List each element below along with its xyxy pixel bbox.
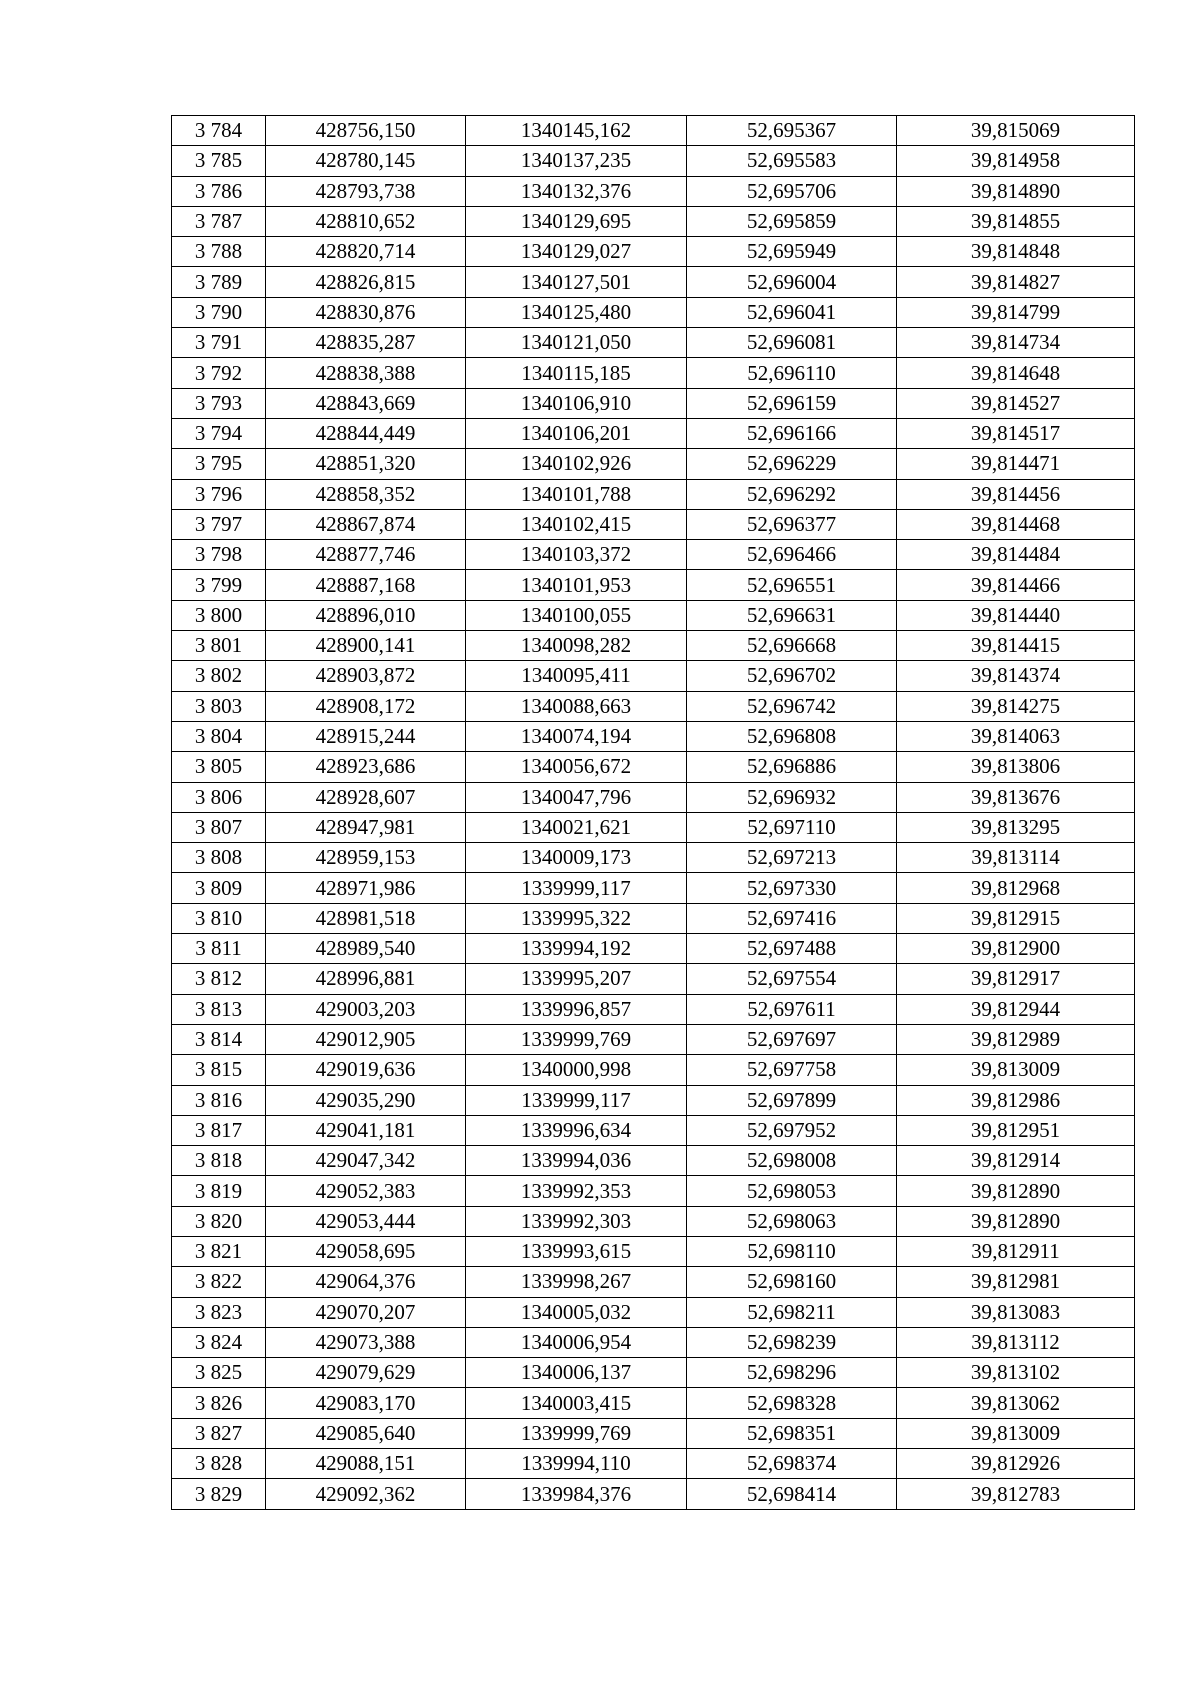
longitude-cell: 39,813009 <box>897 1055 1135 1085</box>
x-coordinate-cell: 428843,669 <box>266 388 466 418</box>
longitude-cell: 39,813295 <box>897 812 1135 842</box>
x-coordinate-cell: 428851,320 <box>266 449 466 479</box>
table-row <box>172 479 1135 509</box>
point-number-cell: 3 785 <box>172 146 266 176</box>
latitude-cell: 52,696551 <box>687 570 897 600</box>
y-coordinate-cell: 1339996,634 <box>466 1115 687 1145</box>
longitude-cell: 39,814890 <box>897 176 1135 206</box>
longitude-cell: 39,812951 <box>897 1115 1135 1145</box>
x-coordinate-cell: 428981,518 <box>266 903 466 933</box>
y-coordinate-cell: 1340106,910 <box>466 388 687 418</box>
point-number-cell: 3 815 <box>172 1055 266 1085</box>
latitude-cell: 52,695583 <box>687 146 897 176</box>
table-row <box>172 1267 1135 1297</box>
longitude-cell: 39,814471 <box>897 449 1135 479</box>
x-coordinate-cell: 428915,244 <box>266 721 466 751</box>
latitude-cell: 52,696159 <box>687 388 897 418</box>
latitude-cell: 52,696702 <box>687 661 897 691</box>
y-coordinate-cell: 1340121,050 <box>466 328 687 358</box>
longitude-cell: 39,814855 <box>897 206 1135 236</box>
latitude-cell: 52,695859 <box>687 206 897 236</box>
point-number-cell: 3 827 <box>172 1418 266 1448</box>
latitude-cell: 52,696041 <box>687 297 897 327</box>
point-number-cell: 3 791 <box>172 328 266 358</box>
y-coordinate-cell: 1339995,207 <box>466 964 687 994</box>
x-coordinate-cell: 428793,738 <box>266 176 466 206</box>
point-number-cell: 3 813 <box>172 994 266 1024</box>
table-row <box>172 1176 1135 1206</box>
longitude-cell: 39,812783 <box>897 1479 1135 1509</box>
x-coordinate-cell: 428903,872 <box>266 661 466 691</box>
table-row <box>172 206 1135 236</box>
table-row <box>172 418 1135 448</box>
point-number-cell: 3 816 <box>172 1085 266 1115</box>
longitude-cell: 39,812981 <box>897 1267 1135 1297</box>
table-row <box>172 1146 1135 1176</box>
longitude-cell: 39,812890 <box>897 1206 1135 1236</box>
point-number-cell: 3 823 <box>172 1297 266 1327</box>
longitude-cell: 39,813083 <box>897 1297 1135 1327</box>
longitude-cell: 39,812914 <box>897 1146 1135 1176</box>
point-number-cell: 3 825 <box>172 1358 266 1388</box>
x-coordinate-cell: 428896,010 <box>266 600 466 630</box>
y-coordinate-cell: 1340103,372 <box>466 540 687 570</box>
longitude-cell: 39,814848 <box>897 237 1135 267</box>
longitude-cell: 39,813112 <box>897 1327 1135 1357</box>
latitude-cell: 52,698211 <box>687 1297 897 1327</box>
table-row <box>172 873 1135 903</box>
table-row <box>172 449 1135 479</box>
x-coordinate-cell: 428858,352 <box>266 479 466 509</box>
table-row <box>172 1449 1135 1479</box>
point-number-cell: 3 795 <box>172 449 266 479</box>
y-coordinate-cell: 1340006,137 <box>466 1358 687 1388</box>
x-coordinate-cell: 429019,636 <box>266 1055 466 1085</box>
longitude-cell: 39,814415 <box>897 631 1135 661</box>
point-number-cell: 3 798 <box>172 540 266 570</box>
table-row <box>172 1055 1135 1085</box>
x-coordinate-cell: 428989,540 <box>266 934 466 964</box>
latitude-cell: 52,696742 <box>687 691 897 721</box>
point-number-cell: 3 819 <box>172 1176 266 1206</box>
latitude-cell: 52,698008 <box>687 1146 897 1176</box>
point-number-cell: 3 820 <box>172 1206 266 1236</box>
table-row <box>172 297 1135 327</box>
latitude-cell: 52,696229 <box>687 449 897 479</box>
y-coordinate-cell: 1339999,117 <box>466 1085 687 1115</box>
longitude-cell: 39,813062 <box>897 1388 1135 1418</box>
x-coordinate-cell: 429012,905 <box>266 1024 466 1054</box>
longitude-cell: 39,814466 <box>897 570 1135 600</box>
table-row <box>172 116 1135 146</box>
longitude-cell: 39,812986 <box>897 1085 1135 1115</box>
point-number-cell: 3 808 <box>172 843 266 873</box>
latitude-cell: 52,696377 <box>687 509 897 539</box>
longitude-cell: 39,813806 <box>897 752 1135 782</box>
y-coordinate-cell: 1340047,796 <box>466 782 687 812</box>
latitude-cell: 52,698296 <box>687 1358 897 1388</box>
latitude-cell: 52,698053 <box>687 1176 897 1206</box>
latitude-cell: 52,697554 <box>687 964 897 994</box>
y-coordinate-cell: 1339999,117 <box>466 873 687 903</box>
table-row <box>172 509 1135 539</box>
x-coordinate-cell: 428867,874 <box>266 509 466 539</box>
x-coordinate-cell: 429073,388 <box>266 1327 466 1357</box>
x-coordinate-cell: 428844,449 <box>266 418 466 448</box>
longitude-cell: 39,814527 <box>897 388 1135 418</box>
x-coordinate-cell: 429052,383 <box>266 1176 466 1206</box>
y-coordinate-cell: 1340095,411 <box>466 661 687 691</box>
longitude-cell: 39,814799 <box>897 297 1135 327</box>
point-number-cell: 3 822 <box>172 1267 266 1297</box>
latitude-cell: 52,698160 <box>687 1267 897 1297</box>
x-coordinate-cell: 429035,290 <box>266 1085 466 1115</box>
table-row <box>172 1024 1135 1054</box>
coordinates-table <box>171 115 1135 1510</box>
point-number-cell: 3 789 <box>172 267 266 297</box>
point-number-cell: 3 821 <box>172 1236 266 1266</box>
latitude-cell: 52,697611 <box>687 994 897 1024</box>
y-coordinate-cell: 1340129,695 <box>466 206 687 236</box>
point-number-cell: 3 784 <box>172 116 266 146</box>
longitude-cell: 39,814468 <box>897 509 1135 539</box>
longitude-cell: 39,812915 <box>897 903 1135 933</box>
point-number-cell: 3 794 <box>172 418 266 448</box>
x-coordinate-cell: 429092,362 <box>266 1479 466 1509</box>
x-coordinate-cell: 428826,815 <box>266 267 466 297</box>
point-number-cell: 3 792 <box>172 358 266 388</box>
x-coordinate-cell: 428810,652 <box>266 206 466 236</box>
latitude-cell: 52,696466 <box>687 540 897 570</box>
longitude-cell: 39,814440 <box>897 600 1135 630</box>
y-coordinate-cell: 1340125,480 <box>466 297 687 327</box>
table-row <box>172 691 1135 721</box>
point-number-cell: 3 807 <box>172 812 266 842</box>
x-coordinate-cell: 428971,986 <box>266 873 466 903</box>
y-coordinate-cell: 1340088,663 <box>466 691 687 721</box>
table-row <box>172 752 1135 782</box>
y-coordinate-cell: 1340006,954 <box>466 1327 687 1357</box>
longitude-cell: 39,815069 <box>897 116 1135 146</box>
table-row <box>172 388 1135 418</box>
y-coordinate-cell: 1340127,501 <box>466 267 687 297</box>
latitude-cell: 52,697697 <box>687 1024 897 1054</box>
coordinates-table-body <box>172 116 1135 1510</box>
longitude-cell: 39,814827 <box>897 267 1135 297</box>
point-number-cell: 3 799 <box>172 570 266 600</box>
x-coordinate-cell: 428780,145 <box>266 146 466 176</box>
point-number-cell: 3 797 <box>172 509 266 539</box>
longitude-cell: 39,812968 <box>897 873 1135 903</box>
point-number-cell: 3 829 <box>172 1479 266 1509</box>
longitude-cell: 39,812944 <box>897 994 1135 1024</box>
longitude-cell: 39,813102 <box>897 1358 1135 1388</box>
y-coordinate-cell: 1340074,194 <box>466 721 687 751</box>
y-coordinate-cell: 1340098,282 <box>466 631 687 661</box>
point-number-cell: 3 790 <box>172 297 266 327</box>
table-row <box>172 1418 1135 1448</box>
longitude-cell: 39,813009 <box>897 1418 1135 1448</box>
table-row <box>172 358 1135 388</box>
latitude-cell: 52,698414 <box>687 1479 897 1509</box>
longitude-cell: 39,814958 <box>897 146 1135 176</box>
table-row <box>172 903 1135 933</box>
latitude-cell: 52,696668 <box>687 631 897 661</box>
latitude-cell: 52,696004 <box>687 267 897 297</box>
table-row <box>172 267 1135 297</box>
table-row <box>172 1115 1135 1145</box>
point-number-cell: 3 812 <box>172 964 266 994</box>
point-number-cell: 3 817 <box>172 1115 266 1145</box>
y-coordinate-cell: 1340021,621 <box>466 812 687 842</box>
table-row <box>172 1085 1135 1115</box>
x-coordinate-cell: 428959,153 <box>266 843 466 873</box>
latitude-cell: 52,697110 <box>687 812 897 842</box>
latitude-cell: 52,697488 <box>687 934 897 964</box>
latitude-cell: 52,698239 <box>687 1327 897 1357</box>
longitude-cell: 39,812911 <box>897 1236 1135 1266</box>
table-row <box>172 237 1135 267</box>
table-row <box>172 843 1135 873</box>
y-coordinate-cell: 1340005,032 <box>466 1297 687 1327</box>
longitude-cell: 39,814374 <box>897 661 1135 691</box>
table-row <box>172 812 1135 842</box>
x-coordinate-cell: 428908,172 <box>266 691 466 721</box>
latitude-cell: 52,697213 <box>687 843 897 873</box>
y-coordinate-cell: 1340009,173 <box>466 843 687 873</box>
point-number-cell: 3 802 <box>172 661 266 691</box>
x-coordinate-cell: 428996,881 <box>266 964 466 994</box>
x-coordinate-cell: 428900,141 <box>266 631 466 661</box>
longitude-cell: 39,814484 <box>897 540 1135 570</box>
x-coordinate-cell: 429047,342 <box>266 1146 466 1176</box>
latitude-cell: 52,695367 <box>687 116 897 146</box>
x-coordinate-cell: 429079,629 <box>266 1358 466 1388</box>
table-row <box>172 176 1135 206</box>
point-number-cell: 3 787 <box>172 206 266 236</box>
y-coordinate-cell: 1340102,926 <box>466 449 687 479</box>
longitude-cell: 39,814456 <box>897 479 1135 509</box>
point-number-cell: 3 788 <box>172 237 266 267</box>
latitude-cell: 52,697952 <box>687 1115 897 1145</box>
x-coordinate-cell: 429053,444 <box>266 1206 466 1236</box>
point-number-cell: 3 826 <box>172 1388 266 1418</box>
y-coordinate-cell: 1340101,953 <box>466 570 687 600</box>
point-number-cell: 3 804 <box>172 721 266 751</box>
y-coordinate-cell: 1340102,415 <box>466 509 687 539</box>
x-coordinate-cell: 429083,170 <box>266 1388 466 1418</box>
longitude-cell: 39,814063 <box>897 721 1135 751</box>
longitude-cell: 39,812989 <box>897 1024 1135 1054</box>
table-row <box>172 1327 1135 1357</box>
y-coordinate-cell: 1339996,857 <box>466 994 687 1024</box>
point-number-cell: 3 828 <box>172 1449 266 1479</box>
x-coordinate-cell: 429085,640 <box>266 1418 466 1448</box>
point-number-cell: 3 810 <box>172 903 266 933</box>
latitude-cell: 52,696081 <box>687 328 897 358</box>
longitude-cell: 39,812917 <box>897 964 1135 994</box>
point-number-cell: 3 805 <box>172 752 266 782</box>
y-coordinate-cell: 1340100,055 <box>466 600 687 630</box>
y-coordinate-cell: 1340106,201 <box>466 418 687 448</box>
y-coordinate-cell: 1339992,303 <box>466 1206 687 1236</box>
longitude-cell: 39,814734 <box>897 328 1135 358</box>
y-coordinate-cell: 1340115,185 <box>466 358 687 388</box>
latitude-cell: 52,695949 <box>687 237 897 267</box>
longitude-cell: 39,813114 <box>897 843 1135 873</box>
longitude-cell: 39,813676 <box>897 782 1135 812</box>
y-coordinate-cell: 1339998,267 <box>466 1267 687 1297</box>
x-coordinate-cell: 429041,181 <box>266 1115 466 1145</box>
table-row <box>172 661 1135 691</box>
latitude-cell: 52,696166 <box>687 418 897 448</box>
x-coordinate-cell: 429003,203 <box>266 994 466 1024</box>
y-coordinate-cell: 1339992,353 <box>466 1176 687 1206</box>
x-coordinate-cell: 428947,981 <box>266 812 466 842</box>
table-row <box>172 328 1135 358</box>
point-number-cell: 3 824 <box>172 1327 266 1357</box>
y-coordinate-cell: 1339984,376 <box>466 1479 687 1509</box>
table-row <box>172 1206 1135 1236</box>
point-number-cell: 3 786 <box>172 176 266 206</box>
latitude-cell: 52,696110 <box>687 358 897 388</box>
point-number-cell: 3 811 <box>172 934 266 964</box>
point-number-cell: 3 801 <box>172 631 266 661</box>
table-row <box>172 570 1135 600</box>
x-coordinate-cell: 428887,168 <box>266 570 466 600</box>
y-coordinate-cell: 1340145,162 <box>466 116 687 146</box>
y-coordinate-cell: 1340132,376 <box>466 176 687 206</box>
y-coordinate-cell: 1340129,027 <box>466 237 687 267</box>
table-row <box>172 540 1135 570</box>
table-row <box>172 721 1135 751</box>
latitude-cell: 52,697899 <box>687 1085 897 1115</box>
x-coordinate-cell: 428756,150 <box>266 116 466 146</box>
y-coordinate-cell: 1339999,769 <box>466 1024 687 1054</box>
y-coordinate-cell: 1340056,672 <box>466 752 687 782</box>
y-coordinate-cell: 1339993,615 <box>466 1236 687 1266</box>
latitude-cell: 52,695706 <box>687 176 897 206</box>
point-number-cell: 3 803 <box>172 691 266 721</box>
table-row <box>172 1358 1135 1388</box>
table-row <box>172 146 1135 176</box>
latitude-cell: 52,698063 <box>687 1206 897 1236</box>
longitude-cell: 39,812890 <box>897 1176 1135 1206</box>
x-coordinate-cell: 428928,607 <box>266 782 466 812</box>
latitude-cell: 52,696292 <box>687 479 897 509</box>
table-row <box>172 782 1135 812</box>
y-coordinate-cell: 1339994,192 <box>466 934 687 964</box>
x-coordinate-cell: 428835,287 <box>266 328 466 358</box>
x-coordinate-cell: 429058,695 <box>266 1236 466 1266</box>
point-number-cell: 3 793 <box>172 388 266 418</box>
x-coordinate-cell: 428820,714 <box>266 237 466 267</box>
latitude-cell: 52,698351 <box>687 1418 897 1448</box>
longitude-cell: 39,812926 <box>897 1449 1135 1479</box>
x-coordinate-cell: 429070,207 <box>266 1297 466 1327</box>
longitude-cell: 39,812900 <box>897 934 1135 964</box>
x-coordinate-cell: 428830,876 <box>266 297 466 327</box>
latitude-cell: 52,698374 <box>687 1449 897 1479</box>
table-row <box>172 600 1135 630</box>
latitude-cell: 52,697416 <box>687 903 897 933</box>
longitude-cell: 39,814275 <box>897 691 1135 721</box>
x-coordinate-cell: 429088,151 <box>266 1449 466 1479</box>
longitude-cell: 39,814517 <box>897 418 1135 448</box>
y-coordinate-cell: 1340003,415 <box>466 1388 687 1418</box>
table-row <box>172 934 1135 964</box>
y-coordinate-cell: 1340137,235 <box>466 146 687 176</box>
point-number-cell: 3 814 <box>172 1024 266 1054</box>
point-number-cell: 3 796 <box>172 479 266 509</box>
latitude-cell: 52,698328 <box>687 1388 897 1418</box>
latitude-cell: 52,696932 <box>687 782 897 812</box>
y-coordinate-cell: 1339994,036 <box>466 1146 687 1176</box>
table-row <box>172 1388 1135 1418</box>
latitude-cell: 52,697330 <box>687 873 897 903</box>
y-coordinate-cell: 1340000,998 <box>466 1055 687 1085</box>
latitude-cell: 52,696886 <box>687 752 897 782</box>
y-coordinate-cell: 1339999,769 <box>466 1418 687 1448</box>
x-coordinate-cell: 428877,746 <box>266 540 466 570</box>
latitude-cell: 52,696808 <box>687 721 897 751</box>
table-row <box>172 994 1135 1024</box>
table-row <box>172 1297 1135 1327</box>
table-row <box>172 631 1135 661</box>
point-number-cell: 3 809 <box>172 873 266 903</box>
x-coordinate-cell: 428838,388 <box>266 358 466 388</box>
latitude-cell: 52,697758 <box>687 1055 897 1085</box>
y-coordinate-cell: 1339995,322 <box>466 903 687 933</box>
latitude-cell: 52,698110 <box>687 1236 897 1266</box>
x-coordinate-cell: 428923,686 <box>266 752 466 782</box>
table-row <box>172 1236 1135 1266</box>
y-coordinate-cell: 1339994,110 <box>466 1449 687 1479</box>
point-number-cell: 3 806 <box>172 782 266 812</box>
longitude-cell: 39,814648 <box>897 358 1135 388</box>
y-coordinate-cell: 1340101,788 <box>466 479 687 509</box>
latitude-cell: 52,696631 <box>687 600 897 630</box>
table-row <box>172 1479 1135 1509</box>
x-coordinate-cell: 429064,376 <box>266 1267 466 1297</box>
point-number-cell: 3 818 <box>172 1146 266 1176</box>
point-number-cell: 3 800 <box>172 600 266 630</box>
table-row <box>172 964 1135 994</box>
